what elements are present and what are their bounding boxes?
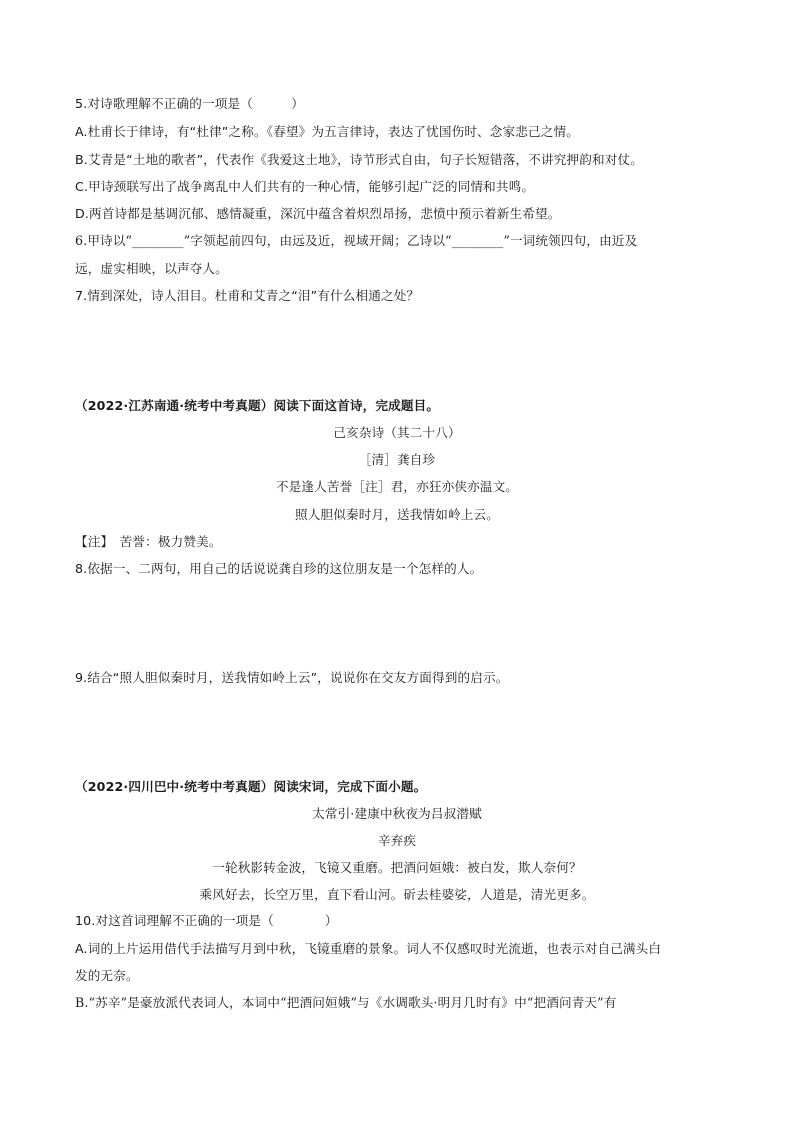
question-5-stem: 5.对诗歌理解不正确的一项是（ ） — [75, 96, 304, 111]
poem-1-author: ［清］龚自珍 — [358, 452, 436, 467]
poem-1-note: 【注】 苦誉：极力赞美。 — [75, 534, 222, 549]
question-10-option-a-line-2: 发的无奈。 — [75, 968, 139, 983]
question-10-option-a-line-1: A.词的上片运用借代手法描写月到中秋，飞镜重磨的景象。词人不仅感叹时光流逝，也表示对自己满头白 — [75, 941, 662, 956]
poem-1-line-2: 照人胆似秦时月，送我情如岭上云。 — [295, 507, 499, 522]
question-10-option-b-line-1: B.“苏辛”是豪放派代表词人，本词中“把酒问姮娥”与《水调歌头·明月几时有》中“把酒问青天”有 — [75, 995, 617, 1010]
question-6-line-2: 远，虚实相映，以声夺人。 — [75, 261, 228, 276]
section-1-header: （2022·江苏南通·统考中考真题）阅读下面这首诗，完成题目。 — [75, 398, 440, 413]
question-5-option-a: A.杜甫长于律诗，有“杜律”之称。《春望》为五言律诗，表达了忧国伤时、念家悲己之情。 — [75, 124, 580, 139]
poem-2-author: 辛弃疾 — [377, 833, 417, 848]
question-6-line-1: 6.甲诗以“________”字领起前四句，由远及近，视域开阔；乙诗以“________”一词统领四句，由近及 — [75, 233, 638, 248]
question-7-stem: 7.情到深处，诗人泪目。杜甫和艾青之“泪”有什么相通之处？ — [75, 288, 420, 303]
question-5-option-c: C.甲诗颈联写出了战争离乱中人们共有的一种心情，能够引起广泛的同情和共鸣。 — [75, 179, 535, 194]
poem-1-title: 己亥杂诗（其二十八） — [333, 425, 461, 440]
poem-2-title: 太常引·建康中秋夜为吕叔潜赋 — [312, 806, 482, 821]
poem-1-line-1: 不是逢人苦誉［注］君，亦狂亦侠亦温文。 — [275, 479, 519, 494]
poem-2-line-1: 一轮秋影转金波，飞镜又重磨。把酒问姮娥：被白发，欺人奈何？ — [212, 860, 582, 875]
question-9-stem: 9.结合“照人胆似秦时月，送我情如岭上云”，说说你在交友方面得到的启示。 — [75, 670, 509, 685]
question-5-option-d: D.两首诗都是基调沉郁、感情凝重，深沉中蕴含着炽烈昂扬，悲愤中预示着新生希望。 — [75, 206, 561, 221]
question-10-stem: 10.对这首词理解不正确的一项是（ ） — [75, 913, 338, 928]
section-2-header: （2022·四川巴中·统考中考真题）阅读宋词，完成下面小题。 — [75, 779, 427, 794]
poem-2-line-2: 乘风好去，长空万里，直下看山河。斫去桂婆娑，人道是，清光更多。 — [199, 887, 595, 902]
question-5-option-b: B.艾青是“土地的歌者”，代表作《我爱这土地》，诗节形式自由，句子长短错落，不讲究押韵和对仗。 — [75, 152, 643, 167]
question-8-stem: 8.依据一、二两句，用自己的话说说龚自珍的这位朋友是一个怎样的人。 — [75, 561, 483, 576]
